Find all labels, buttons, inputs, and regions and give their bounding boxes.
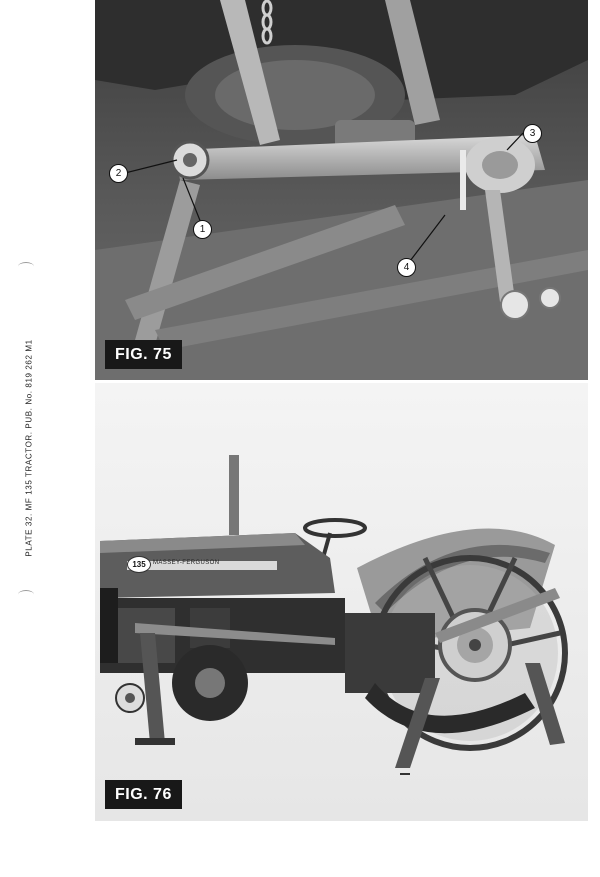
figure-75: [95, 0, 588, 380]
figure-label: FIG. 75: [105, 340, 182, 369]
bonnet-brand-text: MASSEY-FERGUSON: [153, 560, 220, 566]
callout-4: 4: [397, 258, 416, 277]
fig75-photo: [95, 0, 588, 380]
fig76-photo: [95, 383, 588, 821]
scan-mark: [18, 262, 34, 271]
figure-label: FIG. 76: [105, 780, 182, 809]
plate-caption: [14, 0, 44, 877]
callout-3: 3: [523, 124, 542, 143]
figure-76: [95, 383, 588, 821]
model-badge: 135: [127, 556, 151, 573]
callout-2: 2: [109, 164, 128, 183]
scan-mark: [18, 590, 34, 599]
plate-caption-text: PLATE 32. MF 135 TRACTOR. PUB. No. 819 262 M1: [24, 339, 34, 557]
callout-1: 1: [193, 220, 212, 239]
